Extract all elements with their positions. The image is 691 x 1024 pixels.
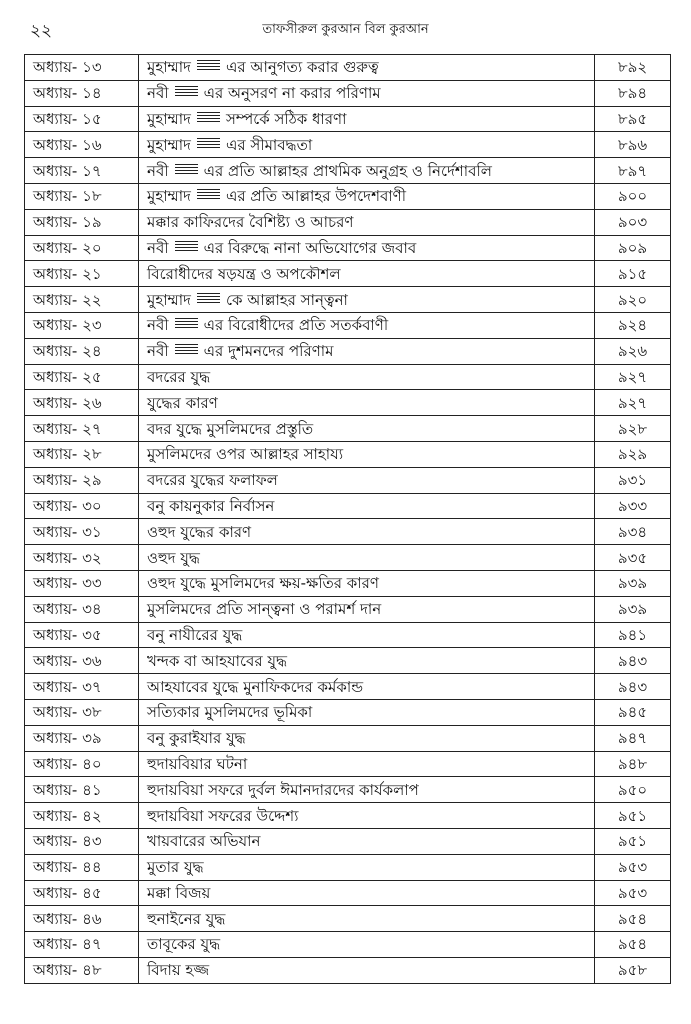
page-ref: ৯২৯ — [595, 441, 671, 467]
page-ref: ৯৪৭ — [595, 725, 671, 751]
toc-row — [25, 132, 671, 158]
toc-row — [25, 725, 671, 751]
chapter-title — [139, 957, 595, 983]
salawat-calligraphy-icon — [195, 59, 222, 73]
chapter-title-text-cont: এর আনুগত্য করার গুরুত্ব — [225, 58, 379, 77]
page-ref: ৯৪৩ — [595, 648, 671, 674]
chapter-number: অধ্যায়- ২৪ — [25, 338, 139, 364]
chapter-title — [139, 570, 595, 596]
chapter-title — [139, 803, 595, 829]
chapter-title-text: আহযাবের যুদ্ধে মুনাফিকদের কর্মকান্ড — [147, 677, 364, 696]
chapter-title — [139, 338, 595, 364]
chapter-title-text: হুনাইনের যুদ্ধ — [147, 909, 226, 928]
page-ref: ৯২৪ — [595, 312, 671, 338]
chapter-title-text: হুদায়বিয়া সফরে দুর্বল ঈমানদারদের কার্যকলাপ — [147, 780, 419, 799]
chapter-title-text: বদর যুদ্ধে মুসলিমদের প্রস্তুতি — [147, 419, 314, 438]
chapter-title-text: সত্যিকার মুসলিমদের ভূমিকা — [147, 703, 313, 722]
chapter-title-text-cont: সম্পর্কে সঠিক ধারণা — [225, 109, 347, 128]
chapter-title — [139, 80, 595, 106]
chapter-number: অধ্যায়- ২৩ — [25, 312, 139, 338]
page-ref: ৯২৭ — [595, 390, 671, 416]
page-ref: ৯২৭ — [595, 364, 671, 390]
page-ref: ৯৫৮ — [595, 957, 671, 983]
chapter-title-text: মুহাম্মাদ — [147, 58, 191, 77]
chapter-title-text: ওহুদ যুদ্ধের কারণ — [147, 522, 252, 541]
chapter-title-text: মুসলিমদের ওপর আল্লাহর সাহায্য — [147, 445, 344, 464]
chapter-title-text: নবী — [147, 342, 169, 361]
chapter-title — [139, 441, 595, 467]
chapter-number: অধ্যায়- ৩৩ — [25, 570, 139, 596]
chapter-title — [139, 287, 595, 313]
chapter-number: অধ্যায়- ৩৭ — [25, 674, 139, 700]
toc-row — [25, 699, 671, 725]
chapter-number: অধ্যায়- ১৯ — [25, 209, 139, 235]
chapter-number: অধ্যায়- ৪১ — [25, 777, 139, 803]
chapter-title — [139, 674, 595, 700]
chapter-title — [139, 209, 595, 235]
chapter-number: অধ্যায়- ৪০ — [25, 751, 139, 777]
chapter-number: অধ্যায়- ৩৮ — [25, 699, 139, 725]
page-ref: ৯৫১ — [595, 803, 671, 829]
chapter-title-text-cont: কে আল্লাহর সান্ত্বনা — [225, 290, 348, 309]
chapter-title — [139, 622, 595, 648]
chapter-title — [139, 55, 595, 81]
page-ref: ৯০৯ — [595, 235, 671, 261]
chapter-title-text: নবী — [147, 161, 169, 180]
toc-row — [25, 957, 671, 983]
toc-row — [25, 906, 671, 932]
chapter-title-text: বদরের যুদ্ধের ফলাফল — [147, 471, 278, 490]
chapter-title — [139, 648, 595, 674]
page-ref: ৯৩৯ — [595, 570, 671, 596]
toc-row — [25, 751, 671, 777]
chapter-title-text: খায়বারের অভিযান — [147, 832, 261, 851]
chapter-number: অধ্যায়- ১৮ — [25, 183, 139, 209]
chapter-title — [139, 932, 595, 958]
chapter-number: অধ্যায়- ১৩ — [25, 55, 139, 81]
chapter-title-text: হুদায়বিয়ার ঘটনা — [147, 754, 248, 773]
page-ref: ৯৫৪ — [595, 906, 671, 932]
chapter-number: অধ্যায়- ১৪ — [25, 80, 139, 106]
chapter-title-text: বদরের যুদ্ধ — [147, 367, 211, 386]
chapter-title-text-cont: এর প্রতি আল্লাহর উপদেশবাণী — [225, 187, 407, 206]
chapter-title-text: মুহাম্মাদ — [147, 135, 191, 154]
chapter-title-text: বিরোধীদের ষড়যন্ত্র ও অপকৌশল — [147, 264, 341, 283]
table-of-contents — [24, 54, 671, 984]
chapter-number: অধ্যায়- ২৫ — [25, 364, 139, 390]
chapter-number: অধ্যায়- ২৭ — [25, 416, 139, 442]
chapter-title-text: ওহুদ যুদ্ধ — [147, 548, 200, 567]
chapter-title — [139, 725, 595, 751]
chapter-title — [139, 777, 595, 803]
page-ref: ৯৩১ — [595, 467, 671, 493]
chapter-title-text: বিদায় হজ্জ — [147, 961, 210, 980]
page-ref: ৯২৬ — [595, 338, 671, 364]
toc-body — [25, 55, 671, 984]
chapter-number: অধ্যায়- ১৭ — [25, 158, 139, 184]
chapter-title — [139, 467, 595, 493]
toc-row — [25, 545, 671, 571]
page-ref: ৯৩৯ — [595, 596, 671, 622]
salawat-calligraphy-icon — [173, 343, 200, 357]
toc-row — [25, 235, 671, 261]
page-ref: ৯৫৩ — [595, 880, 671, 906]
chapter-number: অধ্যায়- ৩৯ — [25, 725, 139, 751]
page-ref: ৮৯২ — [595, 55, 671, 81]
toc-row — [25, 106, 671, 132]
salawat-calligraphy-icon — [173, 240, 200, 254]
toc-row — [25, 803, 671, 829]
chapter-number: অধ্যায়- ৪৭ — [25, 932, 139, 958]
toc-row — [25, 441, 671, 467]
chapter-title-text: মুহাম্মাদ — [147, 290, 191, 309]
chapter-number: অধ্যায়- ৩৫ — [25, 622, 139, 648]
chapter-title-text: খন্দক বা আহযাবের যুদ্ধ — [147, 651, 288, 670]
chapter-title-text: হুদায়বিয়া সফরের উদ্দেশ্য — [147, 806, 299, 825]
page-ref: ৯২০ — [595, 287, 671, 313]
salawat-calligraphy-icon — [195, 188, 222, 202]
chapter-number: অধ্যায়- ২০ — [25, 235, 139, 261]
salawat-calligraphy-icon — [173, 317, 200, 331]
salawat-calligraphy-icon — [173, 163, 200, 177]
chapter-number: অধ্যায়- ২৬ — [25, 390, 139, 416]
chapter-title — [139, 390, 595, 416]
page-ref: ৯১৫ — [595, 261, 671, 287]
toc-row — [25, 880, 671, 906]
toc-row — [25, 932, 671, 958]
toc-row — [25, 622, 671, 648]
chapter-title — [139, 312, 595, 338]
chapter-number: অধ্যায়- ৩৬ — [25, 648, 139, 674]
chapter-number: অধ্যায়- ৩২ — [25, 545, 139, 571]
page-ref: ৯৪৫ — [595, 699, 671, 725]
chapter-title-text: মুসলিমদের প্রতি সান্ত্বনা ও পরামর্শ দান — [147, 600, 382, 619]
chapter-title-text: মুহাম্মাদ — [147, 109, 191, 128]
page-ref: ৯৪১ — [595, 622, 671, 648]
chapter-title-text: নবী — [147, 84, 169, 103]
toc-row — [25, 828, 671, 854]
chapter-title-text: মুহাম্মাদ — [147, 187, 191, 206]
toc-row — [25, 287, 671, 313]
chapter-number: অধ্যায়- ৩১ — [25, 519, 139, 545]
running-header: তাফসীরুল কুরআন বিল কুরআন — [262, 22, 429, 37]
salawat-calligraphy-icon — [195, 292, 222, 306]
page-number: ২২ — [30, 21, 53, 41]
chapter-title-text-cont: এর বিরোধীদের প্রতি সতর্কবাণী — [203, 316, 389, 335]
chapter-number: অধ্যায়- ৩৪ — [25, 596, 139, 622]
chapter-number: অধ্যায়- ৪৮ — [25, 957, 139, 983]
toc-row — [25, 596, 671, 622]
chapter-title — [139, 854, 595, 880]
page-ref: ৯০০ — [595, 183, 671, 209]
page-ref: ৮৯৫ — [595, 106, 671, 132]
page-ref: ৯৩৫ — [595, 545, 671, 571]
chapter-title-text: বনু কুরাইযার যুদ্ধ — [147, 729, 246, 748]
page-ref: ৯৪৩ — [595, 674, 671, 700]
chapter-title-text: নবী — [147, 316, 169, 335]
toc-row — [25, 390, 671, 416]
chapter-title — [139, 132, 595, 158]
chapter-title-text-cont: এর বিরুদ্ধে নানা অভিযোগের জবাব — [203, 238, 417, 257]
chapter-title-text-cont: এর প্রতি আল্লাহর প্রাথমিক অনুগ্রহ ও নির্দেশাবলি — [203, 161, 492, 180]
chapter-title-text-cont: এর দুশমনদের পরিণাম — [203, 342, 334, 361]
toc-row — [25, 519, 671, 545]
salawat-calligraphy-icon — [173, 85, 200, 99]
chapter-title — [139, 699, 595, 725]
chapter-title — [139, 158, 595, 184]
chapter-title-text: মক্কা বিজয় — [147, 883, 211, 902]
chapter-title-text: ওহুদ যুদ্ধে মুসলিমদের ক্ষয়-ক্ষতির কারণ — [147, 574, 379, 593]
chapter-title — [139, 183, 595, 209]
chapter-title — [139, 364, 595, 390]
chapter-title — [139, 545, 595, 571]
chapter-number: অধ্যায়- ২১ — [25, 261, 139, 287]
chapter-title — [139, 106, 595, 132]
chapter-number: অধ্যায়- ২৯ — [25, 467, 139, 493]
toc-row — [25, 209, 671, 235]
toc-row — [25, 777, 671, 803]
chapter-title — [139, 416, 595, 442]
toc-row — [25, 312, 671, 338]
toc-row — [25, 183, 671, 209]
chapter-title-text: তাবূকের যুদ্ধ — [147, 935, 221, 954]
chapter-title — [139, 235, 595, 261]
chapter-title — [139, 906, 595, 932]
chapter-title — [139, 493, 595, 519]
chapter-title-text-cont: এর সীমাবদ্ধতা — [225, 135, 313, 154]
chapter-title-text: বনু কায়নুকার নির্বাসন — [147, 496, 275, 515]
page-ref: ৯৪৮ — [595, 751, 671, 777]
toc-row — [25, 261, 671, 287]
salawat-calligraphy-icon — [195, 137, 222, 151]
chapter-title — [139, 261, 595, 287]
toc-row — [25, 338, 671, 364]
toc-row — [25, 493, 671, 519]
chapter-number: অধ্যায়- ৪৬ — [25, 906, 139, 932]
page-ref: ৯০৩ — [595, 209, 671, 235]
page-ref: ৯৫৪ — [595, 932, 671, 958]
chapter-number: অধ্যায়- ৪৫ — [25, 880, 139, 906]
toc-row — [25, 55, 671, 81]
page-ref: ৯৫০ — [595, 777, 671, 803]
chapter-title-text: বনু নাযীরের যুদ্ধ — [147, 625, 243, 644]
toc-row — [25, 570, 671, 596]
chapter-number: অধ্যায়- ৩০ — [25, 493, 139, 519]
chapter-number: অধ্যায়- ৪২ — [25, 803, 139, 829]
chapter-title-text: মক্কার কাফিরদের বৈশিষ্ট্য ও আচরণ — [147, 213, 354, 232]
chapter-title — [139, 596, 595, 622]
page-ref: ৯৫৩ — [595, 854, 671, 880]
page-ref: ৯৩৪ — [595, 519, 671, 545]
salawat-calligraphy-icon — [195, 111, 222, 125]
chapter-number: অধ্যায়- ২২ — [25, 287, 139, 313]
page-ref: ৮৯৬ — [595, 132, 671, 158]
toc-row — [25, 648, 671, 674]
page-ref: ৯২৮ — [595, 416, 671, 442]
toc-row — [25, 364, 671, 390]
page-ref: ৯৫১ — [595, 828, 671, 854]
page-ref: ৮৯৭ — [595, 158, 671, 184]
chapter-number: অধ্যায়- ২৮ — [25, 441, 139, 467]
chapter-title — [139, 880, 595, 906]
chapter-title — [139, 519, 595, 545]
page-ref: ৯৩৩ — [595, 493, 671, 519]
chapter-title-text-cont: এর অনুসরণ না করার পরিণাম — [203, 84, 381, 103]
chapter-title-text: যুদ্ধের কারণ — [147, 393, 218, 412]
chapter-title — [139, 751, 595, 777]
toc-row — [25, 416, 671, 442]
chapter-title — [139, 828, 595, 854]
toc-row — [25, 467, 671, 493]
chapter-number: অধ্যায়- ৪৩ — [25, 828, 139, 854]
chapter-number: অধ্যায়- ৪৪ — [25, 854, 139, 880]
toc-row — [25, 80, 671, 106]
chapter-number: অধ্যায়- ১৬ — [25, 132, 139, 158]
page-ref: ৮৯৪ — [595, 80, 671, 106]
chapter-number: অধ্যায়- ১৫ — [25, 106, 139, 132]
toc-row — [25, 854, 671, 880]
chapter-title-text: নবী — [147, 238, 169, 257]
toc-row — [25, 158, 671, 184]
chapter-title-text: মুতার যুদ্ধ — [147, 858, 204, 877]
toc-row — [25, 674, 671, 700]
